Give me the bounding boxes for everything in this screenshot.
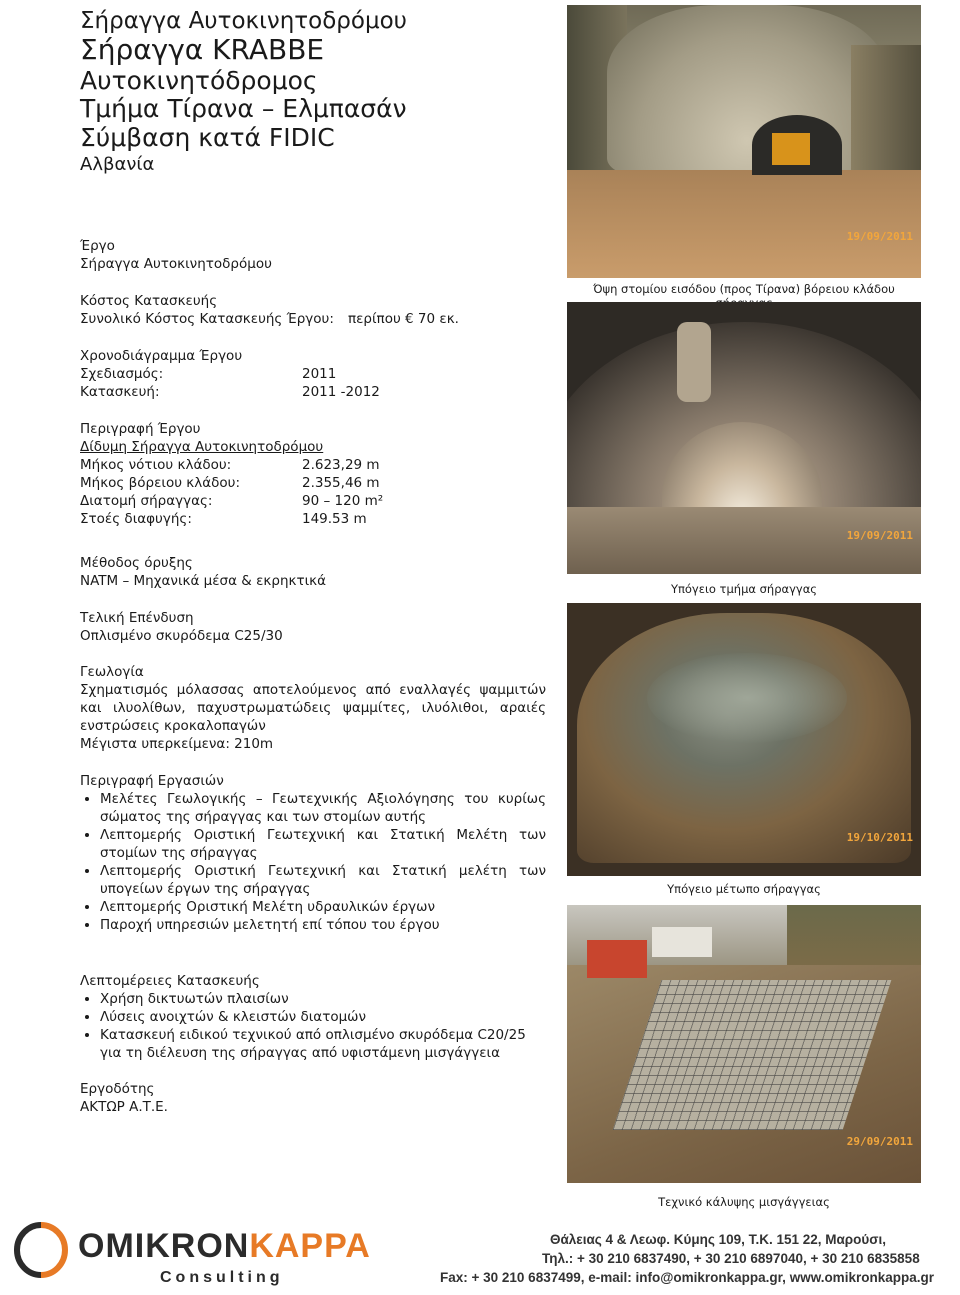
- south-branch-label: Μήκος νότιου κλάδου:: [80, 457, 232, 473]
- photo-caption: Υπόγειο μέτωπο σήραγγας: [667, 882, 821, 896]
- photo-tunnel-interior: [567, 302, 921, 574]
- header-line-5: Σύμβαση κατά FIDIC: [80, 123, 335, 153]
- description-section: [80, 420, 546, 528]
- details-list: [80, 990, 546, 1062]
- geology-title: Γεωλογία: [80, 664, 144, 680]
- photo-caption: Υπόγειο τμήμα σήραγγας: [670, 582, 818, 596]
- details-title: Λεπτομέρειες Κατασκευής: [80, 973, 260, 989]
- lining-title: Τελική Επένδυση: [80, 610, 194, 626]
- client-title: Εργοδότης: [80, 1081, 155, 1097]
- schedule-construction-label: Κατασκευή:: [80, 384, 160, 400]
- north-branch-label: Μήκος βόρειου κλάδου:: [80, 475, 241, 491]
- south-branch-value: 2.623,29 m: [302, 457, 380, 473]
- method-title: Μέθοδος όρυξης: [80, 555, 193, 571]
- lining-value: Οπλισμένο σκυρόδεμα C25/30: [80, 628, 283, 644]
- photo-caption: Τεχνικό κάλυψης μισγάγγειας: [658, 1195, 830, 1209]
- method-section: [80, 554, 546, 590]
- photo-date-stamp: 19/10/2011: [846, 831, 913, 844]
- cost-section: [80, 292, 546, 328]
- photo-date-stamp: 29/09/2011: [846, 1135, 913, 1148]
- escape-gallery-label: Στοές διαφυγής:: [80, 511, 192, 527]
- photo-date-stamp: 19/09/2011: [846, 529, 913, 542]
- list-item: • Λεπτομερής Οριστική Γεωτεχνική και Στατική μελέτη των υπογείων έργων της σήραγγας: [100, 862, 546, 898]
- section-area-value: 90 – 120 m²: [302, 493, 384, 509]
- photo-date-stamp: 19/09/2011: [846, 230, 913, 243]
- cost-label: Συνολικό Κόστος Κατασκευής Έργου:: [80, 311, 334, 327]
- geology-overburden: Μέγιστα υπερκείμενα: 210m: [80, 736, 274, 752]
- header-line-1: Σήραγγα Αυτοκινητοδρόμου: [80, 8, 407, 34]
- cost-value: περίπου € 70 εκ.: [348, 311, 459, 327]
- project-title: Έργο: [80, 238, 115, 254]
- description-subtitle: Δίδυμη Σήραγγα Αυτοκινητοδρόμου: [80, 439, 324, 455]
- cost-title: Κόστος Κατασκευής: [80, 293, 218, 309]
- schedule-section: [80, 347, 546, 401]
- logo-mark-icon: [14, 1221, 68, 1279]
- header-line-2: Σήραγγα KRABBE: [80, 33, 325, 67]
- list-item: • Λύσεις ανοιχτών & κλειστών διατομών: [100, 1008, 546, 1026]
- contact-info: [440, 1230, 952, 1287]
- header-line-4: Τμήμα Τίρανα – Ελμπασάν: [80, 94, 407, 124]
- brand-name: OMIKRONKAPPA: [78, 1227, 371, 1265]
- list-item: • Χρήση δικτυωτών πλαισίων: [100, 990, 546, 1008]
- method-value: NATM – Μηχανικά μέσα & εκρηκτικά: [80, 573, 327, 589]
- section-area-label: Διατομή σήραγγας:: [80, 493, 213, 509]
- list-item: • Λεπτομερής Οριστική Γεωτεχνική και Στατική Μελέτη των στομίων της σήραγγας: [100, 826, 546, 862]
- schedule-construction-value: 2011 -2012: [302, 384, 380, 400]
- photo-culvert-works: [567, 905, 921, 1183]
- list-item: • Κατασκευή ειδικού τεχνικού από οπλισμένο σκυρόδεμα C20/25 για τη διέλευση της σήραγγας από υφιστάμενη μισγάγγεια: [100, 1026, 546, 1062]
- geology-section: [80, 663, 546, 753]
- address-line: Θάλειας 4 & Λεωφ. Κύμης 109, Τ.Κ. 151 22, Μαρούσι,: [550, 1232, 886, 1247]
- description-title: Περιγραφή Έργου: [80, 421, 201, 437]
- client-value: ΑΚΤΩΡ Α.Τ.Ε.: [80, 1099, 168, 1115]
- list-item: • Παροχή υπηρεσιών μελετητή επί τόπου του έργου: [100, 916, 546, 934]
- header-line-6: Αλβανία: [80, 153, 155, 175]
- photo-caption: Όψη στομίου εισόδου (προς Τίρανα) βόρειου κλάδου: [593, 282, 895, 296]
- escape-gallery-value: 149.53 m: [302, 511, 367, 527]
- list-item: • Μελέτες Γεωλογικής – Γεωτεχνικής Αξιολόγησης του κυρίως σώματος της σήραγγας και των στομίων αυτής: [100, 790, 546, 826]
- geology-text: Σχηματισμός μόλασσας αποτελούμενος από εναλλαγές ψαμμιτών και ιλυολίθων, παχυστρωματώδεις ψαμμίτες, ιλυόλιθοι, αραιές ενστρώσεις κροκαλοπαγών: [80, 682, 546, 734]
- client-section: [80, 1080, 546, 1116]
- list-item: • Λεπτομερής Οριστική Μελέτη υδραυλικών έργων: [100, 898, 546, 916]
- project-header: [80, 8, 407, 176]
- photo-tunnel-face: [567, 603, 921, 876]
- project-value: Σήραγγα Αυτοκινητοδρόμου: [80, 256, 272, 272]
- fax-email-line: Fax: + 30 210 6837499, e-mail: info@omikronkappa.gr, www.omikronkappa.gr: [440, 1270, 934, 1285]
- project-section: [80, 237, 272, 273]
- company-logo: [0, 1215, 420, 1295]
- photo-tunnel-portal: [567, 5, 921, 278]
- schedule-title: Χρονοδιάγραμμα Έργου: [80, 348, 243, 364]
- works-title: Περιγραφή Εργασιών: [80, 773, 224, 789]
- phone-line: Τηλ.: + 30 210 6837490, + 30 210 6897040, + 30 210 6835858: [542, 1251, 920, 1266]
- lining-section: [80, 609, 546, 645]
- schedule-design-label: Σχεδιασμός:: [80, 366, 164, 382]
- works-list: [80, 790, 546, 934]
- header-line-3: Αυτοκινητόδρομος: [80, 65, 318, 95]
- works-section: [80, 772, 546, 934]
- details-section: [80, 972, 546, 1062]
- schedule-design-value: 2011: [302, 366, 337, 382]
- north-branch-value: 2.355,46 m: [302, 475, 380, 491]
- brand-tagline: Consulting: [160, 1269, 284, 1286]
